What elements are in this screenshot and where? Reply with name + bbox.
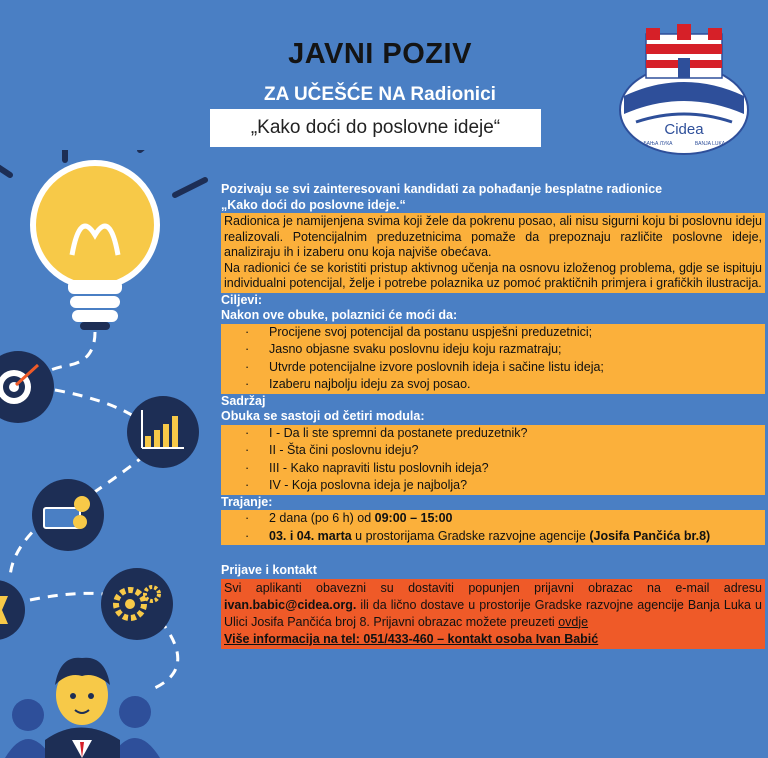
duration-days: 2 dana (po 6 h) od [269,511,375,525]
logo-right-label: BANJA LUKA [694,141,726,147]
apply-text-1: Svi aplikanti obavezni su dostaviti popunjen prijavni obrazac na e-mail adresu [224,580,762,595]
duration-address: (Josifa Pančića br.8) [589,528,711,543]
goals-label: Ciljevi: [221,292,262,307]
apply-label: Prijave i kontakt [221,563,317,577]
goals-list [221,324,765,394]
gear-icon [101,568,173,640]
workshop-name-box [210,109,541,147]
content-intro: Obuka se sastoji od četiri modula: [221,409,425,423]
intro-paragraph-2: Na radionici će se koristiti pristup aktivnog učenja na osnovu izloženog problema, gdje se ispituju individualni potencijal, želje i potrebe polaznika uz pomoć praktičnih primjera i grafičkih ilustracija. [224,260,762,290]
list-item [221,528,762,546]
more-info-line: Više informacija na tel: 051/433-460 – kontakt osoba Ivan Babić [224,631,599,646]
intro-heading-line1: Pozivaju se svi zainteresovani kandidati za pohađanje besplatne radionice [221,182,663,196]
list-item: · Jasno objasne svaku poslovnu ideju koju razmatraju; [221,341,765,359]
hourglass-icon [0,580,25,640]
duration-label: Trajanje: [221,494,273,509]
main-content [221,181,765,649]
list-item: · II - Šta čini poslovnu ideju? [221,442,765,460]
goals-intro: Nakon ove obuke, polaznici će moći da: [221,308,458,322]
logo-text: Cidea [664,121,704,138]
people-icon [5,658,160,758]
intro-paragraph-1: Radionica je namijenjena svima koji žele da pokrenu posao, ali nisu sigurni koju bi poslovnu ideju realizovali. Potencijalnim preduzetnicima pomaže da prepoznaju različite poslovne ideje, analiziraju ih i izaberu onu koja najviše obećava. [224,214,762,259]
intro-heading-line2: „Kako doći do poslovne ideje.“ [221,198,406,212]
intro-paragraphs [221,213,765,293]
list-item: · I - Da li ste spremni da postanete preduzetnik? [221,425,765,443]
list-item: · Utvrde potencijalne izvore poslovnih ideja i sačine listu ideja; [221,359,765,377]
workshop-name: „Kako doći do poslovne ideje“ [250,117,501,138]
target-icon [0,351,54,423]
form-download-link[interactable]: ovdje [558,614,589,629]
list-item: · Procijene svoj potencijal da postanu uspješni preduzetnici; [221,324,765,342]
logo-left-label: БАЊА ЛУКА [643,141,673,147]
page-title: JAVNI POZIV [288,38,472,70]
list-item: · Izaberu najbolju ideju za svoj posao. [221,376,765,394]
duration-list [221,510,765,545]
apply-text-2: ili da lično dostave u prostorije Gradske razvojne agencije Banja Luka u Ulici Josifa Pančića broj 8. Prijavni obrazac možete preuzeti [224,597,762,629]
idea-illustration [0,150,215,758]
cidea-logo [616,18,752,158]
apply-email[interactable]: ivan.babic@cidea.org. [224,597,357,612]
apply-block [221,579,765,649]
content-label: Sadržaj [221,393,266,408]
page-subtitle: ZA UČEŠĆE NA Radionici [264,84,496,105]
intro-heading [221,181,765,213]
list-item: · IV - Koja poslovna ideja je najbolja? [221,477,765,495]
list-item [221,510,762,528]
money-icon [32,479,104,551]
duration-time: 09:00 – 15:00 [374,511,453,525]
duration-location: u prostorijama Gradske razvojne agencije [351,528,590,543]
modules-list [221,425,765,495]
duration-date: 03. i 04. marta [269,528,352,543]
list-item: · III - Kako napraviti listu poslovnih ideja? [221,460,765,478]
bar-chart-icon [127,396,199,468]
lightbulb-icon [33,163,157,330]
